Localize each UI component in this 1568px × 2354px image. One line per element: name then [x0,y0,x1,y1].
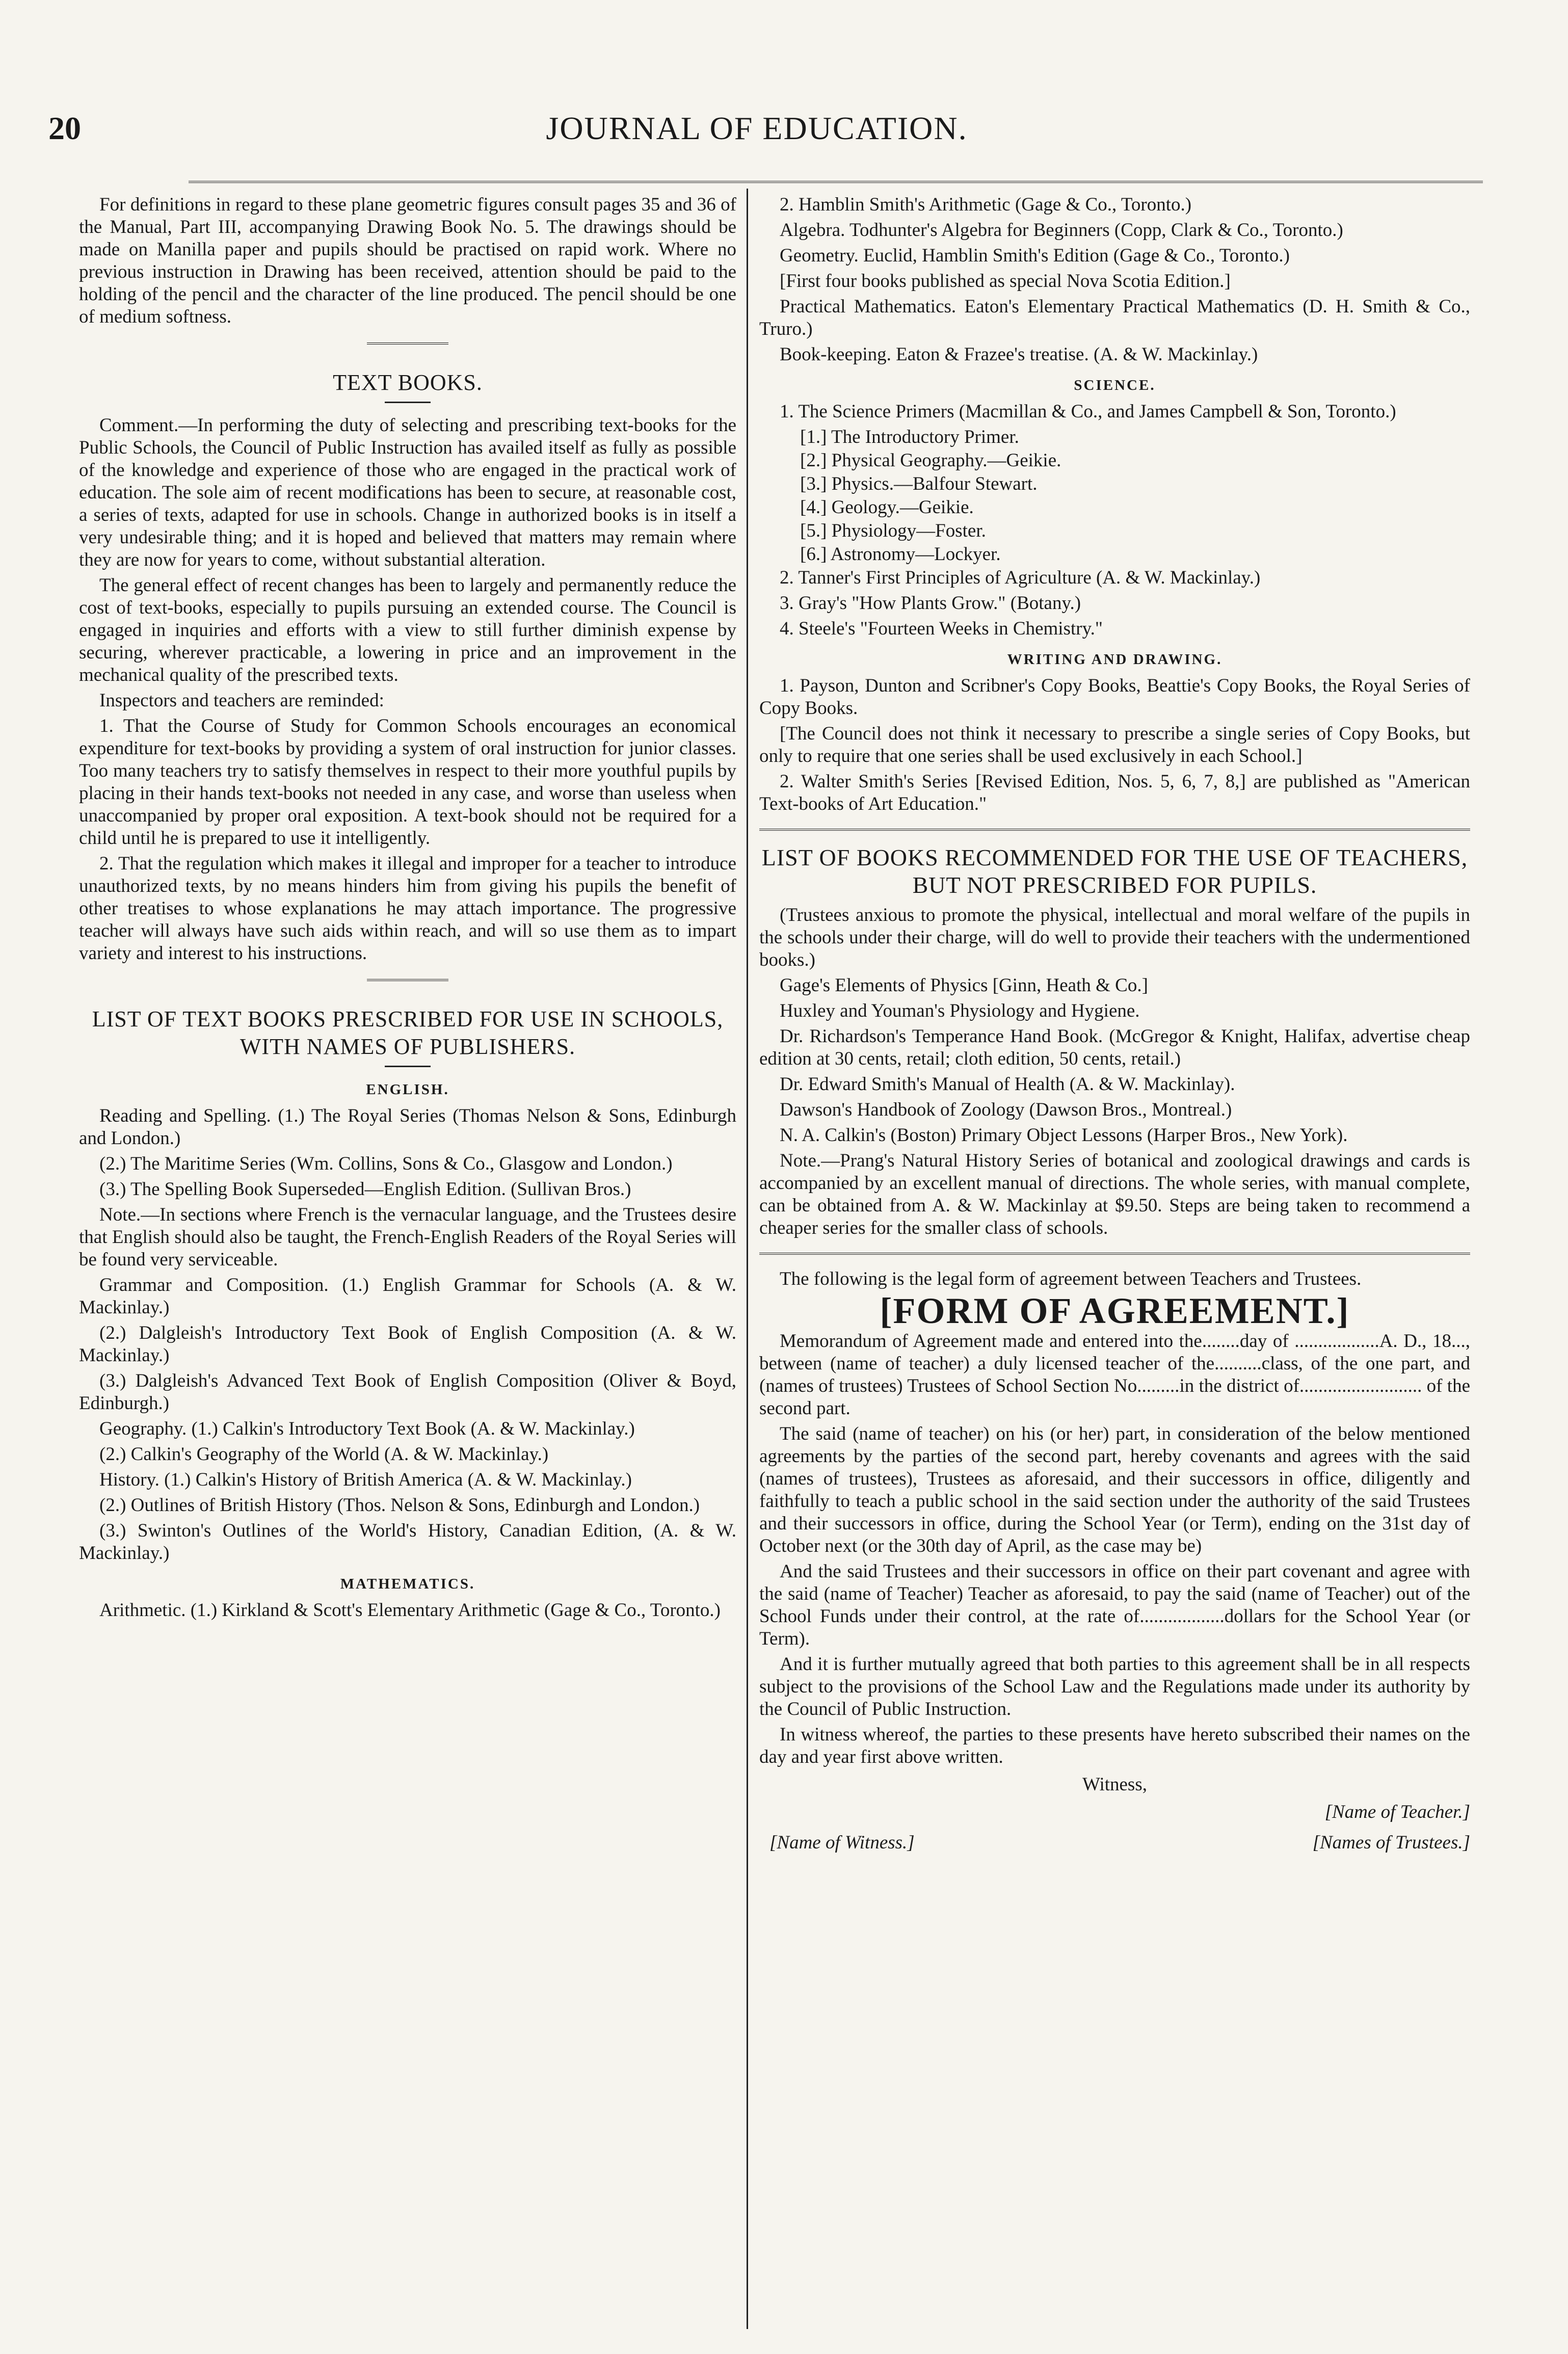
recommended-item: N. A. Calkin's (Boston) Primary Object Lessons (Harper Bros., New York). [780,1125,1348,1146]
reminder-line: Inspectors and teachers are reminded: [99,690,384,711]
note-paragraph: Note.—Prang's Natural History Series of botanical and zoological drawings and cards is accompanied by an excellent manual of directions. The whole series, with manual complete, can be obtained from A. & W. Mackinlay at $9.50. Steps are being taken to recommend a cheaper series for the smaller class of schools. [759,1150,1470,1238]
prescribed-list-heading: LIST OF TEXT BOOKS PRESCRIBED FOR USE IN SCHOOLS, WITH NAMES OF PUBLISHERS. [92,1007,724,1059]
book-entry: Practical Mathematics. Eaton's Elementary Practical Mathematics (D. H. Smith & Co., Truro.) [759,296,1470,339]
book-entry: Arithmetic. (1.) Kirkland & Scott's Elementary Arithmetic (Gage & Co., Toronto.) [99,1600,721,1621]
book-entry: Reading and Spelling. (1.) The Royal Series (Thomas Nelson & Sons, Edinburgh and London.) [79,1105,736,1149]
short-rule [385,402,431,403]
agreement-paragraph: And it is further mutually agreed that both parties to this agreement shall be in all respects subject to the provisions of the School Law and the Regulations made under its authority by the Council of Public Instruction. [759,1654,1470,1720]
reminder-point: 1. That the Course of Study for Common Schools encourages an economical expenditure for text-books by providing a system of oral instruction for junior classes. Too many teachers try to satisfy themselves in respect to their more youthful pupils by placing in their hands text-books not needed in any case, and worse than useless when unaccompanied by proper oral exposition. A text-book should not be required for a child until he is prepared to use it intelligently. [79,716,736,849]
book-entry: Book-keeping. Eaton & Frazee's treatise. (A. & W. Mackinlay.) [780,344,1258,365]
witness-label: Witness, [1082,1774,1147,1795]
recommended-intro: (Trustees anxious to promote the physical, intellectual and moral welfare of the pupils in the schools under their charge, will do well to provide their teachers with the undermentioned books.) [759,905,1470,970]
comment-paragraph: Comment.—In performing the duty of selecting and prescribing text-books for the Public Schools, the Council of Public Instruction has availed itself as fully as possible of the knowledge and experience of those who are engaged in the practical work of education. The sole aim of recent modifications has been to secure, at reasonable cost, a series of texts, adapted for use in schools. Change in authorized books is in itself a very undesirable thing; and it is hoped and believed that matters may remain where they are now for years to come, without substantial alteration. [79,415,736,570]
recommended-heading: LIST OF BOOKS RECOMMENDED FOR THE USE OF TEACHERS, BUT NOT PRESCRIBED FOR PUPILS. [761,844,1468,898]
book-entry: 3. Gray's "How Plants Grow." (Botany.) [780,593,1081,614]
recommended-item: Dawson's Handbook of Zoology (Dawson Bros., Montreal.) [780,1099,1232,1120]
book-entry: 1. The Science Primers (Macmillan & Co., and James Campbell & Son, Toronto.) [780,401,1396,422]
agreement-paragraph: Memorandum of Agreement made and entered into the........day of ..................A. D., 18..., between (name of teacher) a duly licensed teacher of the..........class, of the one part, and (names of trustees) Trustees of School Section No.........in the district of.......................... of the second part. [759,1331,1470,1419]
right-column [759,194,1470,1862]
book-entry: 2. Tanner's First Principles of Agriculture (A. & W. Mackinlay.) [780,567,1261,588]
witness-signature: [Name of Witness.] [769,1832,915,1853]
book-entry: 1. Payson, Dunton and Scribner's Copy Books, Beattie's Copy Books, the Royal Series of Copy Books. [759,675,1470,719]
trustees-signature: [Names of Trustees.] [1312,1832,1470,1853]
signature-row [759,1832,1470,1862]
header-rule [189,181,1483,183]
primer-item: [6.] Astronomy—Lockyer. [800,544,1001,565]
section-rule [759,1253,1470,1255]
drawing-instructions: For definitions in regard to these plane geometric figures consult pages 35 and 36 of the Manual, Part III, accompanying Drawing Book No. 5. The drawings should be made on Manilla paper and pupils should be practised on rapid work. Where no previous instruction in Drawing has been received, attention should be paid to the holding of the pencil and the character of the line produced. The pencil should be one of medium softness. [79,194,736,327]
primer-item: [3.] Physics.—Balfour Stewart. [800,473,1038,494]
recommended-item: Dr. Richardson's Temperance Hand Book. (McGregor & Knight, Halifax, advertise cheap edition at 30 cents, retail; cloth edition, 50 cents, retail.) [759,1026,1470,1069]
recommended-item: Huxley and Youman's Physiology and Hygiene. [780,1000,1140,1021]
agreement-paragraph: And the said Trustees and their successors in office on their part covenant and agree with the said (name of Teacher) Teacher as aforesaid, to pay the said (name of Teacher) out of the School Funds under their control, at the rate of..................dollars for the School Year (or Term). [759,1561,1470,1649]
book-entry: 4. Steele's "Fourteen Weeks in Chemistry." [780,618,1103,639]
book-entry: 2. Walter Smith's Series [Revised Edition, Nos. 5, 6, 7, 8,] are published as "American Text-books of Art Education." [759,771,1470,814]
left-column [79,194,736,1625]
reminder-point: 2. That the regulation which makes it illegal and improper for a teacher to introduce unauthorized texts, by no means hinders him from giving his pupils the benefit of other treatises to whose explanations he may attach importance. The progressive teacher will always have such aids within reach, and will so use them as to impart variety and interest to his instructions. [79,853,736,964]
book-entry: (3.) The Spelling Book Superseded—English Edition. (Sullivan Bros.) [99,1179,631,1200]
note-paragraph: Note.—In sections where French is the vernacular language, and the Trustees desire that English should also be taught, the French-English Readers of the Royal Series will be found very serviceable. [79,1204,736,1270]
note-paragraph: [The Council does not think it necessary to prescribe a single series of Copy Books, but only to require that one series shall be used exclusively in each School.] [759,723,1470,766]
science-heading: SCIENCE. [1074,377,1156,393]
page-header [48,110,1465,166]
book-entry: Geography. (1.) Calkin's Introductory Text Book (A. & W. Mackinlay.) [99,1418,635,1439]
primer-item: [5.] Physiology—Foster. [800,520,986,541]
book-entry: (2.) Dalgleish's Introductory Text Book of English Composition (A. & W. Mackinlay.) [79,1323,736,1366]
book-entry: Grammar and Composition. (1.) English Grammar for Schools (A. & W. Mackinlay.) [79,1275,736,1318]
book-entry: (3.) Swinton's Outlines of the World's History, Canadian Edition, (A. & W. Mackinlay.) [79,1520,736,1564]
book-entry: [First four books published as special Nova Scotia Edition.] [780,271,1231,292]
teacher-signature: [Name of Teacher.] [1324,1802,1470,1822]
short-rule [385,1066,431,1067]
running-title: JOURNAL OF EDUCATION. [546,110,968,146]
section-rule [367,979,448,981]
signature-row [759,1801,1470,1832]
agreement-intro: The following is the legal form of agreement between Teachers and Trustees. [780,1268,1362,1289]
english-heading: ENGLISH. [366,1081,449,1098]
primer-item: [2.] Physical Geography.—Geikie. [800,450,1061,471]
agreement-paragraph: The said (name of teacher) on his (or her) part, in consideration of the below mentioned agreements by the parties of the second part, hereby covenants and agrees with the said (names of trustees), Trustees as aforesaid, and their successors in office, diligently and faithfully to teach a public school in the said section under the authority of the said Trustees and their successors in office, during the School Year (or Term), ending on the 31st day of October next (or the 30th day of April, as the case may be) [759,1423,1470,1556]
text-books-heading: TEXT BOOKS. [333,370,483,395]
mathematics-heading: MATHEMATICS. [340,1576,475,1592]
book-entry: History. (1.) Calkin's History of British America (A. & W. Mackinlay.) [99,1469,632,1490]
section-rule [367,342,448,345]
section-rule [759,829,1470,831]
primer-item: [1.] The Introductory Primer. [800,427,1019,447]
page-number: 20 [48,110,81,146]
book-entry: Geometry. Euclid, Hamblin Smith's Edition (Gage & Co., Toronto.) [780,245,1290,266]
writing-heading: WRITING AND DRAWING. [1007,651,1222,668]
primer-item: [4.] Geology.—Geikie. [800,497,974,518]
recommended-item: Gage's Elements of Physics [Ginn, Heath & Co.] [780,975,1148,996]
column-divider [747,189,748,2329]
book-entry: (2.) The Maritime Series (Wm. Collins, Sons & Co., Glasgow and London.) [99,1153,673,1174]
comment-paragraph: The general effect of recent changes has been to largely and permanently reduce the cost of text-books, especially to pupils pursuing an extended course. The Council is engaged in inquiries and efforts with a view to still further diminish expense by securing, wherever practicable, a lowering in price and an improvement in the mechanical quality of the prescribed texts. [79,575,736,685]
recommended-item: Dr. Edward Smith's Manual of Health (A. & W. Mackinlay). [780,1074,1235,1095]
agreement-paragraph: In witness whereof, the parties to these presents have hereto subscribed their names on the day and year first above written. [759,1724,1470,1767]
book-entry: Algebra. Todhunter's Algebra for Beginners (Copp, Clark & Co., Toronto.) [780,220,1343,241]
book-entry: (3.) Dalgleish's Advanced Text Book of English Composition (Oliver & Boyd, Edinburgh.) [79,1370,736,1414]
agreement-title: [FORM OF AGREEMENT.] [880,1290,1350,1331]
book-entry: (2.) Outlines of British History (Thos. Nelson & Sons, Edinburgh and London.) [99,1495,700,1516]
book-entry: (2.) Calkin's Geography of the World (A. & W. Mackinlay.) [99,1444,549,1465]
book-entry: 2. Hamblin Smith's Arithmetic (Gage & Co., Toronto.) [780,194,1192,215]
